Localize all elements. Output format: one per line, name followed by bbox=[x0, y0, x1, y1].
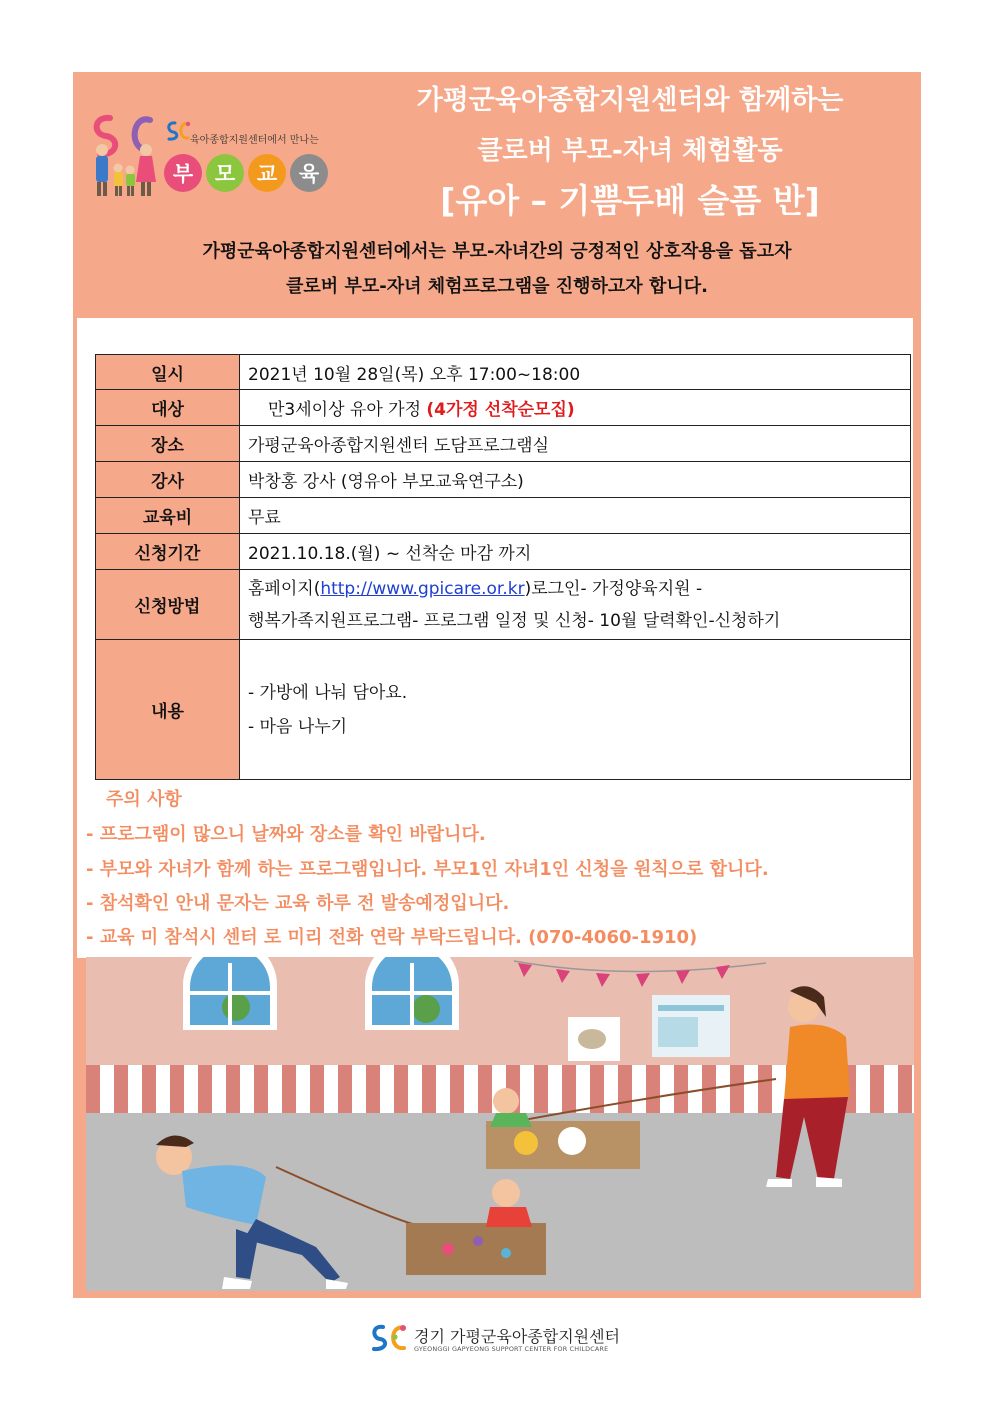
table-row bbox=[96, 498, 911, 534]
center-logo-icon bbox=[370, 1322, 410, 1354]
table-row bbox=[96, 640, 911, 780]
row-value: 무료 bbox=[240, 498, 911, 534]
center-footer-logo bbox=[370, 1320, 630, 1360]
row-label: 내용 bbox=[96, 640, 240, 780]
row-value: 박창홍 강사 (영유아 부모교육연구소) bbox=[240, 462, 911, 498]
title-line-1: 가평군육아종합지원센터와 함께하는 bbox=[416, 85, 844, 116]
logo-badge: 교 bbox=[248, 154, 286, 192]
method-prefix: 홈페이지( bbox=[248, 578, 321, 599]
title-line-3: [유아 – 기쁨두배 슬픔 반] bbox=[440, 181, 820, 220]
row-label: 대상 bbox=[96, 390, 240, 426]
row-label: 신청방법 bbox=[96, 570, 240, 640]
row-label: 일시 bbox=[96, 355, 240, 390]
program-info-table bbox=[95, 354, 911, 780]
note-item: - 교육 미 참석시 센터 로 미리 전화 연락 부탁드립니다. (070-4060-1910) bbox=[86, 927, 698, 948]
center-name-english: GYEONGGI GAPYEONG SUPPORT CENTER FOR CHILDCARE bbox=[414, 1345, 609, 1353]
row-value bbox=[240, 390, 911, 426]
title-line-2: 클로버 부모-자녀 체험활동 bbox=[477, 136, 783, 166]
intro-line-2: 클로버 부모-자녀 체험프로그램을 진행하고자 합니다. bbox=[286, 276, 708, 297]
row-label: 교육비 bbox=[96, 498, 240, 534]
logo-badge: 부 bbox=[164, 154, 202, 192]
family-illustration-icon bbox=[88, 110, 168, 200]
row-value: 2021.10.18.(월) ~ 선착순 마감 까지 bbox=[240, 534, 911, 570]
note-item: - 프로그램이 많으니 날짜와 장소를 확인 바랍니다. bbox=[86, 824, 486, 845]
row-label: 강사 bbox=[96, 462, 240, 498]
homepage-link[interactable]: http://www.gpicare.or.kr bbox=[320, 578, 525, 599]
logo-badges bbox=[164, 154, 328, 192]
row-value bbox=[240, 640, 911, 780]
target-text: 만3세이상 유아 가정 bbox=[268, 400, 421, 420]
method-line-2: 행복가족지원프로그램- 프로그램 일정 및 신청- 10월 달력확인-신청하기 bbox=[248, 610, 781, 631]
row-value bbox=[240, 570, 911, 640]
content-item: - 가방에 나눠 담아요. bbox=[248, 682, 408, 703]
table-row bbox=[96, 534, 911, 570]
logo-badge: 육 bbox=[290, 154, 328, 192]
note-item: - 참석확인 안내 문자는 교육 하루 전 발송예정입니다. bbox=[86, 893, 510, 914]
center-name-korean: 경기 가평군육아종합지원센터 bbox=[414, 1327, 621, 1346]
row-value: 2021년 10월 28일(목) 오후 17:00~18:00 bbox=[240, 355, 911, 390]
content-item: - 마음 나누기 bbox=[248, 716, 348, 737]
table-row bbox=[96, 390, 911, 426]
logo-subtitle: 육아종합지원센터에서 만나는 bbox=[190, 135, 319, 146]
logo-badge: 모 bbox=[206, 154, 244, 192]
table-row bbox=[96, 355, 911, 390]
intro-line-1: 가평군육아종합지원센터에서는 부모-자녀간의 긍정적인 상호작용을 돕고자 bbox=[202, 241, 792, 262]
table-row bbox=[96, 426, 911, 462]
row-label: 신청기간 bbox=[96, 534, 240, 570]
row-value: 가평군육아종합지원센터 도담프로그램실 bbox=[240, 426, 911, 462]
center-mark-icon bbox=[166, 120, 192, 142]
method-suffix: )로그인- 가정양육지원 - bbox=[524, 578, 703, 599]
table-row bbox=[96, 570, 911, 640]
recruit-highlight: (4가정 선착순모집) bbox=[426, 400, 575, 420]
family-activity-illustration bbox=[86, 957, 914, 1291]
table-row bbox=[96, 462, 911, 498]
row-label: 장소 bbox=[96, 426, 240, 462]
notes-title: 주의 사항 bbox=[106, 789, 182, 810]
note-item: - 부모와 자녀가 함께 하는 프로그램입니다. 부모1인 자녀1인 신청을 원칙으로 합니다. bbox=[86, 859, 769, 880]
